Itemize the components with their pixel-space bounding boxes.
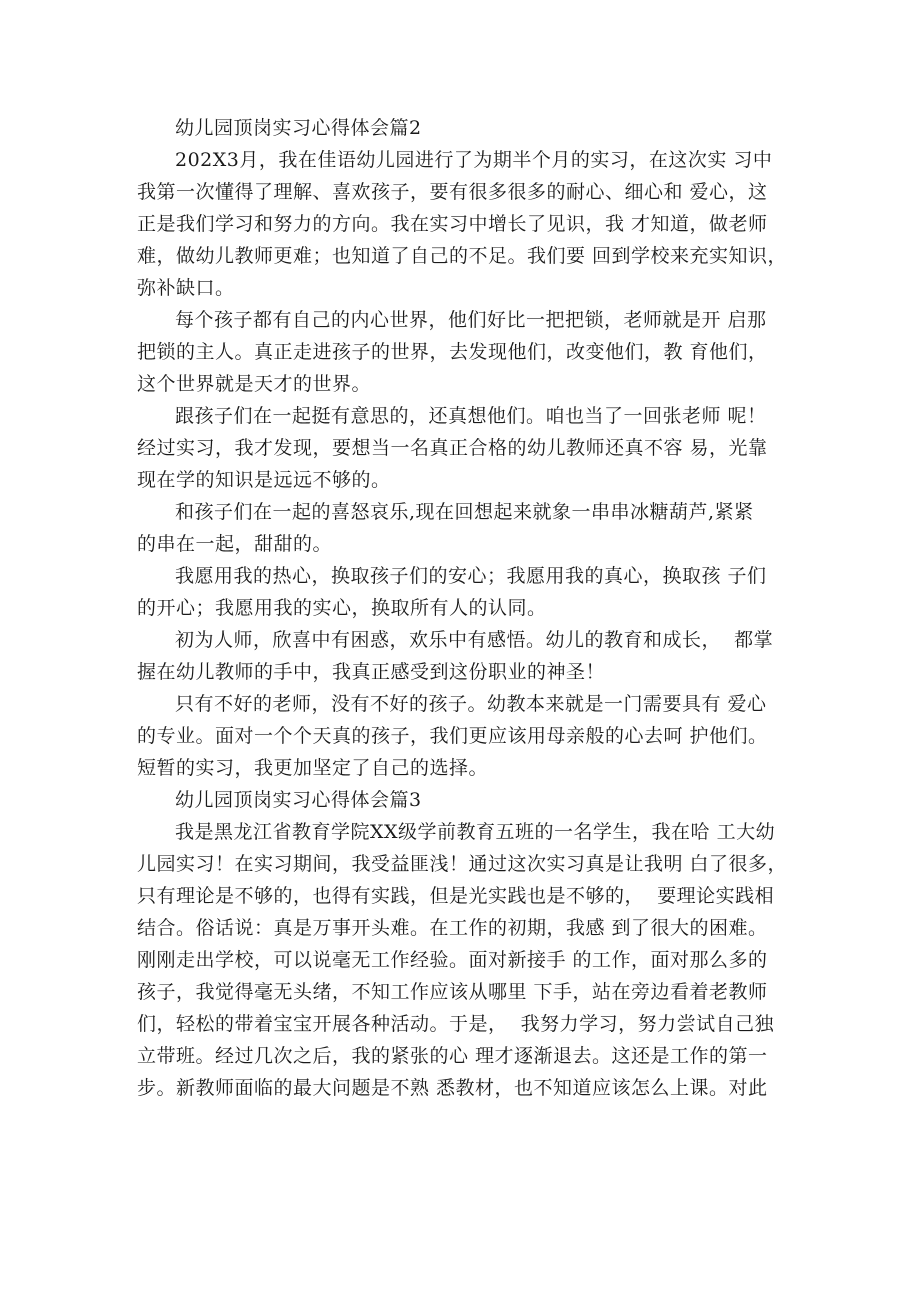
- text-line: 只有不好的老师，没有不好的孩子。幼教本来就是一门需要具有 爱心: [175, 693, 767, 715]
- text-line: 短暂的实习，我更加坚定了自己的选择。: [137, 757, 489, 779]
- text-line: 弥补缺口。: [137, 277, 235, 299]
- text-line: 们，轻松的带着宝宝开展各种活动。于是， 我努力学习，努力尝试自己独: [137, 1013, 775, 1035]
- text-line: 我第一次懂得了理解、喜欢孩子，要有很多很多的耐心、细心和 爱心，这: [137, 181, 768, 203]
- text-line: 初为人师，欣喜中有困惑，欢乐中有感悟。幼儿的教育和成长， 都掌: [175, 629, 774, 651]
- text-line: 难，做幼儿教师更难；也知道了自己的不足。我们要 回到学校来充实知识，: [137, 245, 788, 267]
- text-line: 立带班。经过几次之后，我的紧张的心 理才逐渐退去。这还是工作的第一: [137, 1045, 768, 1067]
- text-line: 的串在一起，甜甜的。: [137, 533, 333, 555]
- text-line: 这个世界就是天才的世界。: [137, 373, 372, 395]
- text-line: 的专业。面对一个个天真的孩子，我们更应该用母亲般的心去呵 护他们。: [137, 725, 768, 747]
- text-line: 幼儿园顶岗实习心得体会篇2: [175, 117, 422, 139]
- text-line: 正是我们学习和努力的方向。我在实习中增长了见识，我 才知道，做老师: [137, 213, 768, 235]
- text-line: 202X3月，我在佳语幼儿园进行了为期半个月的实习，在这次实 习中: [175, 149, 773, 171]
- text-line: 经过实习，我才发现，要想当一名真正合格的幼儿教师还真不容 易，光靠: [137, 437, 768, 459]
- text-line: 现在学的知识是远远不够的。: [137, 469, 391, 491]
- text-line: 握在幼儿教师的手中，我真正感受到这份职业的神圣！: [137, 661, 606, 683]
- text-line: 每个孩子都有自己的内心世界，他们好比一把把锁，老师就是开 启那: [175, 309, 767, 331]
- text-line: 我愿用我的热心，换取孩子们的安心；我愿用我的真心，换取孩 子们: [175, 565, 767, 587]
- text-line: 把锁的主人。真正走进孩子的世界，去发现他们，改变他们，教 育他们，: [137, 341, 768, 363]
- document-body: [137, 112, 797, 1104]
- text-line: 步。新教师面临的最大问题是不熟 悉教材，也不知道应该怎么上课。对此: [137, 1077, 768, 1099]
- text-line: 只有理论是不够的，也得有实践，但是光实践也是不够的， 要理论实践相: [137, 885, 775, 907]
- text-line: 幼儿园顶岗实习心得体会篇3: [175, 789, 422, 811]
- text-line: 儿园实习！在实习期间，我受益匪浅！通过这次实习真是让我明 白了很多，: [137, 853, 788, 875]
- text-line: 跟孩子们在一起挺有意思的，还真想他们。咱也当了一回张老师 呢！: [175, 405, 767, 427]
- text-line: 刚刚走出学校，可以说毫无工作经验。面对新接手 的工作，面对那么多的: [137, 949, 768, 971]
- text-line: 我是黑龙江省教育学院XX级学前教育五班的一名学生，我在哈 工大幼: [175, 821, 776, 843]
- text-line: 孩子，我觉得毫无头绪，不知工作应该从哪里 下手，站在旁边看着老教师: [137, 981, 768, 1003]
- text-line: 的开心；我愿用我的实心，换取所有人的认同。: [137, 597, 547, 619]
- text-line: 和孩子们在一起的喜怒哀乐,现在回想起来就象一串串冰糖葫芦,紧紧: [175, 501, 754, 523]
- text-line: 结合。俗话说：真是万事开头难。在工作的初期，我感 到了很大的困难。: [137, 917, 768, 939]
